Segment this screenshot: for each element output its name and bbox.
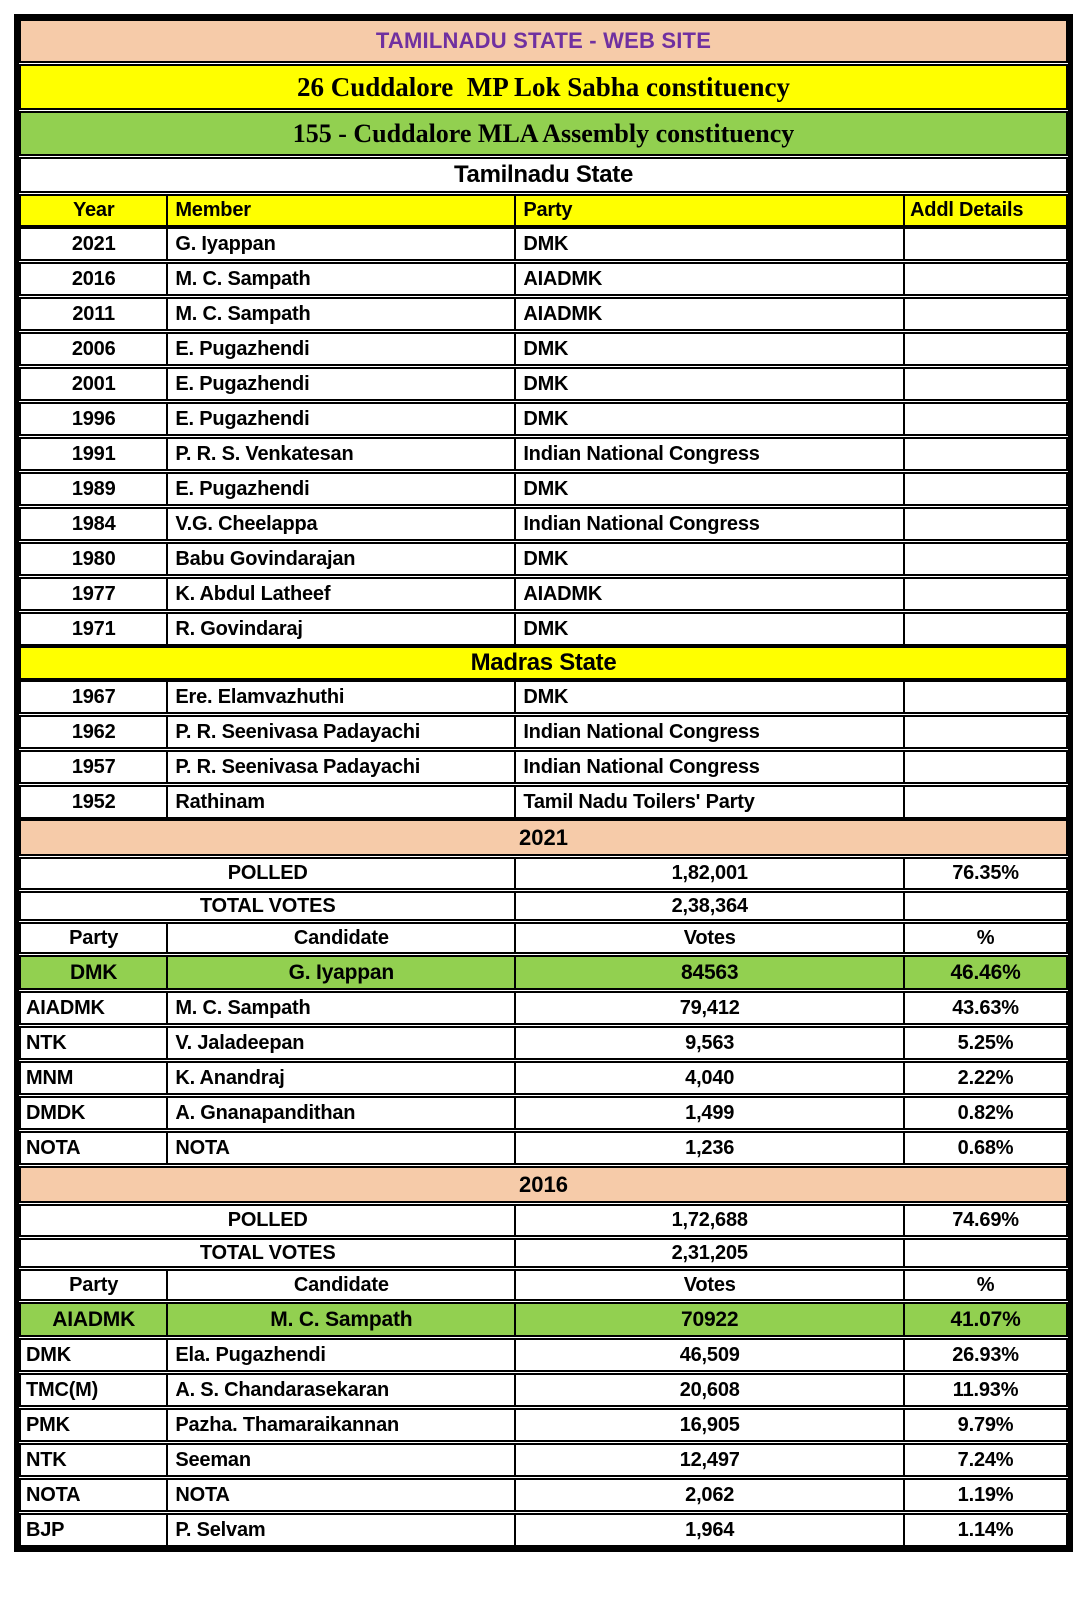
candidate-cell: A. Gnanapandithan [168, 1098, 516, 1128]
candidate-cell: M. C. Sampath [168, 993, 516, 1023]
party-cell: DMK [516, 404, 905, 434]
winner-votes-cell: 84563 [516, 957, 905, 988]
addl-details-cell [905, 614, 1066, 644]
year-cell: 2006 [21, 334, 168, 364]
addl-details-cell [905, 509, 1066, 539]
candidate-cell: V. Jaladeepan [168, 1028, 516, 1058]
election-results-sheet [14, 14, 1073, 1552]
results-header-row [19, 1269, 1068, 1301]
polled-percent: 76.35% [952, 862, 1019, 884]
party-cell: DMK [21, 1340, 168, 1370]
party-cell: DMK [516, 334, 905, 364]
addl-details-cell [905, 474, 1066, 504]
result-row [19, 1131, 1068, 1165]
votes-cell: 1,499 [516, 1098, 905, 1128]
percent-cell: 1.19% [957, 1483, 1014, 1506]
year-cell: 1980 [21, 544, 168, 574]
member-row [19, 577, 1068, 611]
winner-candidate-cell: M. C. Sampath [168, 1304, 516, 1335]
votes-cell: 1,964 [516, 1515, 905, 1545]
member-name-cell: E. Pugazhendi [168, 369, 516, 399]
member-row [19, 332, 1068, 366]
percent-cell: 43.63% [952, 996, 1019, 1019]
member-row [19, 472, 1068, 506]
polled-votes: 1,82,001 [516, 859, 905, 888]
state-band-tamilnadu [19, 157, 1068, 193]
party-cell: TMC(M) [21, 1375, 168, 1405]
year-cell: 2021 [21, 229, 168, 259]
party-cell: NTK [21, 1445, 168, 1475]
results-header-row [19, 922, 1068, 954]
year-cell: 1977 [21, 579, 168, 609]
addl-details-cell [905, 404, 1066, 434]
candidate-cell: NOTA [168, 1133, 516, 1163]
member-name-cell: V.G. Cheelappa [168, 509, 516, 539]
winner-row [19, 1302, 1068, 1337]
year-cell: 2011 [21, 299, 168, 329]
votes-cell: 12,497 [516, 1445, 905, 1475]
percent-cell: 0.82% [957, 1101, 1014, 1124]
total-votes-value: 2,31,205 [516, 1240, 905, 1266]
member-name-cell: E. Pugazhendi [168, 404, 516, 434]
party-cell: NOTA [21, 1480, 168, 1510]
party-cell: AIADMK [516, 299, 905, 329]
member-row [19, 297, 1068, 331]
party-cell: NTK [21, 1028, 168, 1058]
members-table-header-row [19, 194, 1068, 227]
result-row [19, 1443, 1068, 1477]
site-title-text: TAMILNADU STATE - WEB SITE [375, 28, 712, 53]
party-column-header: Party [21, 924, 168, 952]
election-year-text: 2021 [519, 824, 568, 850]
member-row [19, 507, 1068, 541]
votes-cell: 46,509 [516, 1340, 905, 1370]
party-cell: Indian National Congress [516, 717, 905, 747]
members-rows-tamilnadu [19, 227, 1068, 646]
member-name-cell: R. Govindaraj [168, 614, 516, 644]
votes-cell: 1,236 [516, 1133, 905, 1163]
member-name-cell: P. R. S. Venkatesan [168, 439, 516, 469]
candidate-cell: P. Selvam [168, 1515, 516, 1545]
percent-cell: 5.25% [957, 1031, 1014, 1054]
member-name-cell: Rathinam [168, 787, 516, 817]
member-name-cell: P. R. Seenivasa Padayachi [168, 752, 516, 782]
winner-percent-cell: 46.46% [905, 957, 1066, 988]
candidate-column-header: Candidate [168, 924, 516, 952]
mla-constituency-band [19, 111, 1068, 156]
candidate-cell: Seeman [168, 1445, 516, 1475]
year-cell: 2001 [21, 369, 168, 399]
party-cell: Indian National Congress [516, 509, 905, 539]
member-name-cell: Babu Govindarajan [168, 544, 516, 574]
member-row [19, 227, 1068, 261]
candidate-cell: NOTA [168, 1480, 516, 1510]
mla-constituency-text: 155 - Cuddalore MLA Assembly constituency [292, 118, 795, 148]
mp-constituency-band [19, 64, 1068, 110]
members-rows-madras [19, 680, 1068, 819]
result-row [19, 1478, 1068, 1512]
polled-label: POLLED [21, 859, 516, 888]
votes-column-header: Votes [516, 924, 905, 952]
percent-cell: 9.79% [957, 1413, 1014, 1436]
member-column-header: Member [168, 196, 516, 225]
addl-details-cell [905, 787, 1066, 817]
election-results-blocks [19, 819, 1068, 1547]
party-cell: DMK [516, 229, 905, 259]
member-row [19, 750, 1068, 784]
party-cell: DMK [516, 682, 905, 712]
year-column-header: Year [21, 196, 168, 225]
party-cell: DMDK [21, 1098, 168, 1128]
party-cell: DMK [516, 474, 905, 504]
addl-details-cell [905, 264, 1066, 294]
votes-cell: 9,563 [516, 1028, 905, 1058]
party-cell: AIADMK [516, 579, 905, 609]
member-row [19, 437, 1068, 471]
party-cell: DMK [516, 369, 905, 399]
candidate-column-header: Candidate [168, 1271, 516, 1299]
result-row [19, 1026, 1068, 1060]
result-row [19, 1061, 1068, 1095]
votes-cell: 79,412 [516, 993, 905, 1023]
polled-row [19, 1204, 1068, 1237]
addl-details-cell [905, 752, 1066, 782]
member-name-cell: E. Pugazhendi [168, 474, 516, 504]
addl-details-column-header: Addl Details [910, 199, 1024, 221]
percent-cell: 0.68% [957, 1136, 1014, 1159]
winner-party-cell: AIADMK [21, 1304, 168, 1335]
addl-details-cell [905, 717, 1066, 747]
votes-column-header: Votes [516, 1271, 905, 1299]
candidate-cell: A. S. Chandarasekaran [168, 1375, 516, 1405]
total-votes-row [19, 891, 1068, 921]
party-cell: MNM [21, 1063, 168, 1093]
state-name-text: Tamilnadu State [453, 161, 634, 188]
party-cell: Indian National Congress [516, 439, 905, 469]
polled-row [19, 857, 1068, 890]
polled-votes: 1,72,688 [516, 1206, 905, 1235]
addl-details-cell [905, 369, 1066, 399]
candidate-cell: Pazha. Thamaraikannan [168, 1410, 516, 1440]
percent-cell: 11.93% [952, 1378, 1019, 1401]
election-year-band [19, 1166, 1068, 1203]
result-row [19, 1513, 1068, 1547]
site-title-band [19, 19, 1068, 63]
addl-details-cell [905, 439, 1066, 469]
member-name-cell: M. C. Sampath [168, 264, 516, 294]
winner-party-cell: DMK [21, 957, 168, 988]
party-cell: Tamil Nadu Toilers' Party [516, 787, 905, 817]
member-row [19, 402, 1068, 436]
winner-votes-cell: 70922 [516, 1304, 905, 1335]
year-cell: 1996 [21, 404, 168, 434]
state-name-text: Madras State [470, 649, 617, 676]
member-row [19, 612, 1068, 646]
year-cell: 1957 [21, 752, 168, 782]
state-band-madras [19, 646, 1068, 680]
percent-column-header: % [976, 1273, 995, 1296]
member-name-cell: P. R. Seenivasa Padayachi [168, 717, 516, 747]
total-votes-label: TOTAL VOTES [21, 893, 516, 919]
member-row [19, 542, 1068, 576]
total-votes-percent-empty [905, 893, 1066, 919]
party-cell: NOTA [21, 1133, 168, 1163]
member-name-cell: Ere. Elamvazhuthi [168, 682, 516, 712]
year-cell: 1984 [21, 509, 168, 539]
candidate-cell: Ela. Pugazhendi [168, 1340, 516, 1370]
votes-cell: 4,040 [516, 1063, 905, 1093]
votes-cell: 20,608 [516, 1375, 905, 1405]
votes-cell: 2,062 [516, 1480, 905, 1510]
addl-details-cell [905, 544, 1066, 574]
polled-percent: 74.69% [952, 1209, 1019, 1231]
party-cell: BJP [21, 1515, 168, 1545]
percent-cell: 7.24% [957, 1448, 1014, 1471]
result-row [19, 1338, 1068, 1372]
total-votes-row [19, 1238, 1068, 1268]
addl-details-cell [905, 579, 1066, 609]
percent-cell: 26.93% [952, 1343, 1019, 1366]
year-cell: 1989 [21, 474, 168, 504]
member-name-cell: K. Abdul Latheef [168, 579, 516, 609]
mp-constituency-text: 26 Cuddalore MP Lok Sabha constituency [296, 71, 791, 102]
member-row [19, 715, 1068, 749]
member-name-cell: G. Iyappan [168, 229, 516, 259]
winner-percent-cell: 41.07% [905, 1304, 1066, 1335]
percent-column-header: % [976, 926, 995, 949]
result-row [19, 991, 1068, 1025]
party-column-header: Party [21, 1271, 168, 1299]
member-row [19, 367, 1068, 401]
party-column-header: Party [516, 196, 905, 225]
candidate-cell: K. Anandraj [168, 1063, 516, 1093]
member-row [19, 680, 1068, 714]
party-cell: AIADMK [21, 993, 168, 1023]
party-cell: AIADMK [516, 264, 905, 294]
addl-details-cell [905, 682, 1066, 712]
party-cell: DMK [516, 544, 905, 574]
member-row [19, 262, 1068, 296]
member-row [19, 785, 1068, 819]
result-row [19, 1408, 1068, 1442]
year-cell: 1971 [21, 614, 168, 644]
year-cell: 1967 [21, 682, 168, 712]
year-cell: 1991 [21, 439, 168, 469]
addl-details-cell [905, 299, 1066, 329]
polled-label: POLLED [21, 1206, 516, 1235]
percent-cell: 2.22% [957, 1066, 1014, 1089]
party-cell: PMK [21, 1410, 168, 1440]
result-row [19, 1096, 1068, 1130]
election-year-text: 2016 [519, 1171, 568, 1197]
member-name-cell: E. Pugazhendi [168, 334, 516, 364]
year-cell: 1952 [21, 787, 168, 817]
year-cell: 1962 [21, 717, 168, 747]
total-votes-percent-empty [905, 1240, 1066, 1266]
election-year-band [19, 819, 1068, 856]
addl-details-cell [905, 229, 1066, 259]
percent-cell: 1.14% [957, 1518, 1014, 1541]
member-name-cell: M. C. Sampath [168, 299, 516, 329]
winner-candidate-cell: G. Iyappan [168, 957, 516, 988]
votes-cell: 16,905 [516, 1410, 905, 1440]
party-cell: DMK [516, 614, 905, 644]
result-row [19, 1373, 1068, 1407]
total-votes-value: 2,38,364 [516, 893, 905, 919]
party-cell: Indian National Congress [516, 752, 905, 782]
total-votes-label: TOTAL VOTES [21, 1240, 516, 1266]
addl-details-cell [905, 334, 1066, 364]
winner-row [19, 955, 1068, 990]
year-cell: 2016 [21, 264, 168, 294]
